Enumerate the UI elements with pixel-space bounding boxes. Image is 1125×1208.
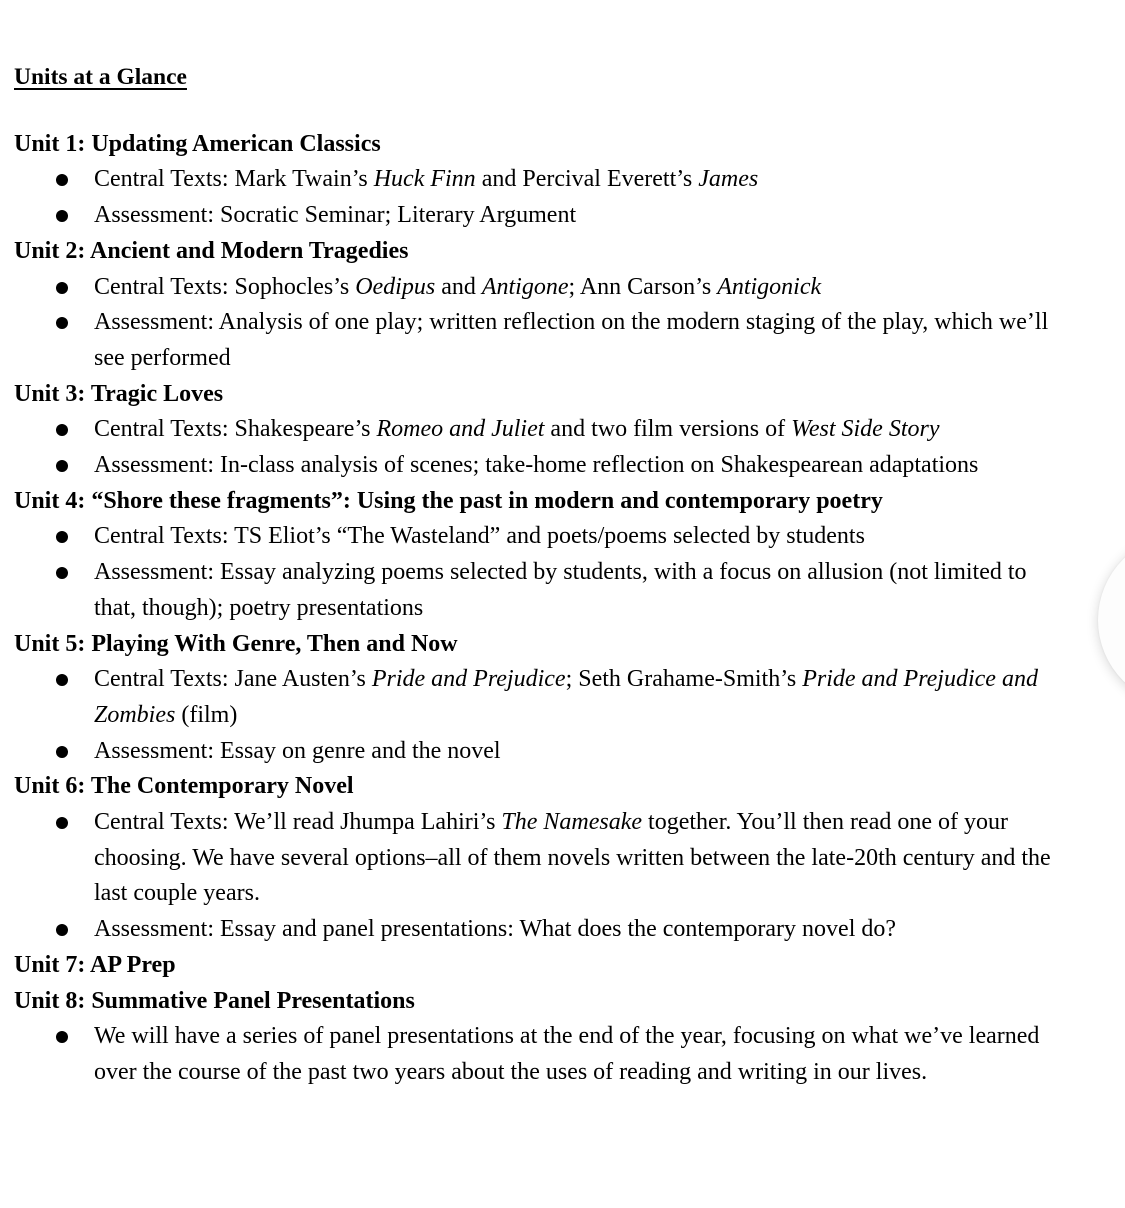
text-run: Central Texts: Shakespeare’s	[94, 416, 377, 443]
bullet-text	[94, 416, 940, 442]
unit-heading: Unit 4: “Shore these fragments”: Using the past in modern and contemporary poetry	[14, 487, 883, 514]
text-run: and Percival Everett’s	[475, 166, 699, 193]
unit-section	[14, 984, 1055, 1091]
bullet-text	[94, 809, 1051, 906]
unit-section	[14, 769, 1055, 948]
unit-heading: Unit 8: Summative Panel Presentations	[14, 987, 415, 1014]
unit-bullets	[14, 1019, 1055, 1090]
bullet-text	[94, 916, 896, 942]
bullet-item	[14, 448, 1055, 484]
unit-bullets	[14, 412, 1055, 483]
bullet-text	[94, 202, 576, 228]
italic-text-run: Romeo and Juliet	[376, 416, 545, 443]
text-run: Assessment: Analysis of one play; written reflection on the modern staging of the play, which we’ll see performed	[94, 309, 1049, 371]
italic-text-run: Antigone	[481, 273, 569, 300]
text-run: Central Texts: TS Eliot’s “The Wasteland” and poets/poems selected by students	[94, 523, 865, 550]
unit-section	[14, 234, 1055, 377]
unit-heading: Unit 2: Ancient and Modern Tragedies	[14, 237, 409, 264]
italic-text-run: West Side Story	[791, 416, 940, 443]
bullet-text	[94, 166, 758, 192]
text-run: together. You’ll then read one of your choosing. We have several options–all of them novels written between the late-20th century and the last couple years.	[94, 809, 1051, 907]
text-run: Assessment: Essay analyzing poems selected by students, with a focus on allusion (not limited to that, though); poetry presentations	[94, 559, 1027, 621]
unit-section	[14, 948, 1055, 984]
unit-section	[14, 627, 1055, 770]
bullet-item	[14, 198, 1055, 234]
bullet-item	[14, 1019, 1055, 1090]
text-run: Central Texts: We’ll read Jhumpa Lahiri’s	[94, 809, 502, 836]
bullet-item	[14, 555, 1055, 626]
text-run: ; Seth Grahame-Smith’s	[565, 666, 803, 693]
unit-bullets	[14, 519, 1055, 626]
text-run: We will have a series of panel presentations at the end of the year, focusing on what we’ve learned over the course of the past two years about the uses of reading and writing in our lives.	[94, 1023, 1040, 1085]
unit-heading: Unit 5: Playing With Genre, Then and Now	[14, 630, 458, 657]
bullet-text	[94, 452, 978, 478]
bullet-item	[14, 912, 1055, 948]
units-list	[14, 127, 1055, 1091]
bullet-text	[94, 274, 821, 300]
italic-text-run: Pride and Prejudice	[371, 666, 566, 693]
text-run: Assessment: Socratic Seminar; Literary Argument	[94, 202, 577, 229]
unit-heading: Unit 1: Updating American Classics	[14, 130, 381, 157]
text-run: Central Texts: Mark Twain’s	[94, 166, 374, 193]
text-run: Central Texts: Jane Austen’s	[94, 666, 372, 693]
unit-bullets	[14, 662, 1055, 769]
text-run: (film)	[175, 701, 238, 728]
text-run: and two film versions of	[544, 416, 792, 443]
italic-text-run: Pride and Prejudice and Zombies	[94, 666, 1038, 728]
bullet-item	[14, 305, 1055, 376]
unit-heading: Unit 3: Tragic Loves	[14, 380, 224, 407]
unit-bullets	[14, 270, 1055, 377]
bullet-item	[14, 162, 1055, 198]
unit-heading: Unit 6: The Contemporary Novel	[14, 773, 354, 800]
page-title: Units at a Glance	[14, 64, 187, 90]
unit-section	[14, 127, 1055, 234]
bullet-item	[14, 734, 1055, 770]
bullet-text	[94, 666, 1038, 728]
text-run: Assessment: Essay on genre and the novel	[94, 737, 501, 764]
text-run: Assessment: Essay and panel presentations: What does the contemporary novel do?	[94, 916, 897, 943]
unit-bullets	[14, 162, 1055, 233]
bullet-item	[14, 519, 1055, 555]
bullet-item	[14, 662, 1055, 733]
bullet-text	[94, 523, 865, 549]
bullet-text	[94, 559, 1027, 621]
italic-text-run: Antigonick	[717, 273, 822, 300]
bullet-item	[14, 270, 1055, 306]
unit-heading: Unit 7: AP Prep	[14, 951, 176, 978]
italic-text-run: Oedipus	[355, 273, 436, 300]
italic-text-run: James	[698, 166, 759, 193]
italic-text-run: Huck Finn	[373, 166, 476, 193]
text-run: Assessment: In-class analysis of scenes; take-home reflection on Shakespearean adaptations	[94, 452, 979, 479]
bullet-text	[94, 309, 1048, 371]
bullet-item	[14, 412, 1055, 448]
bullet-text	[94, 738, 501, 764]
bullet-text	[94, 1023, 1039, 1085]
text-run: Central Texts: Sophocles’s	[94, 273, 356, 300]
text-run: ; Ann Carson’s	[568, 273, 718, 300]
unit-section	[14, 377, 1055, 484]
unit-bullets	[14, 805, 1055, 948]
unit-section	[14, 484, 1055, 627]
text-run: and	[435, 273, 482, 300]
italic-text-run: The Namesake	[501, 809, 643, 836]
bullet-item	[14, 805, 1055, 912]
